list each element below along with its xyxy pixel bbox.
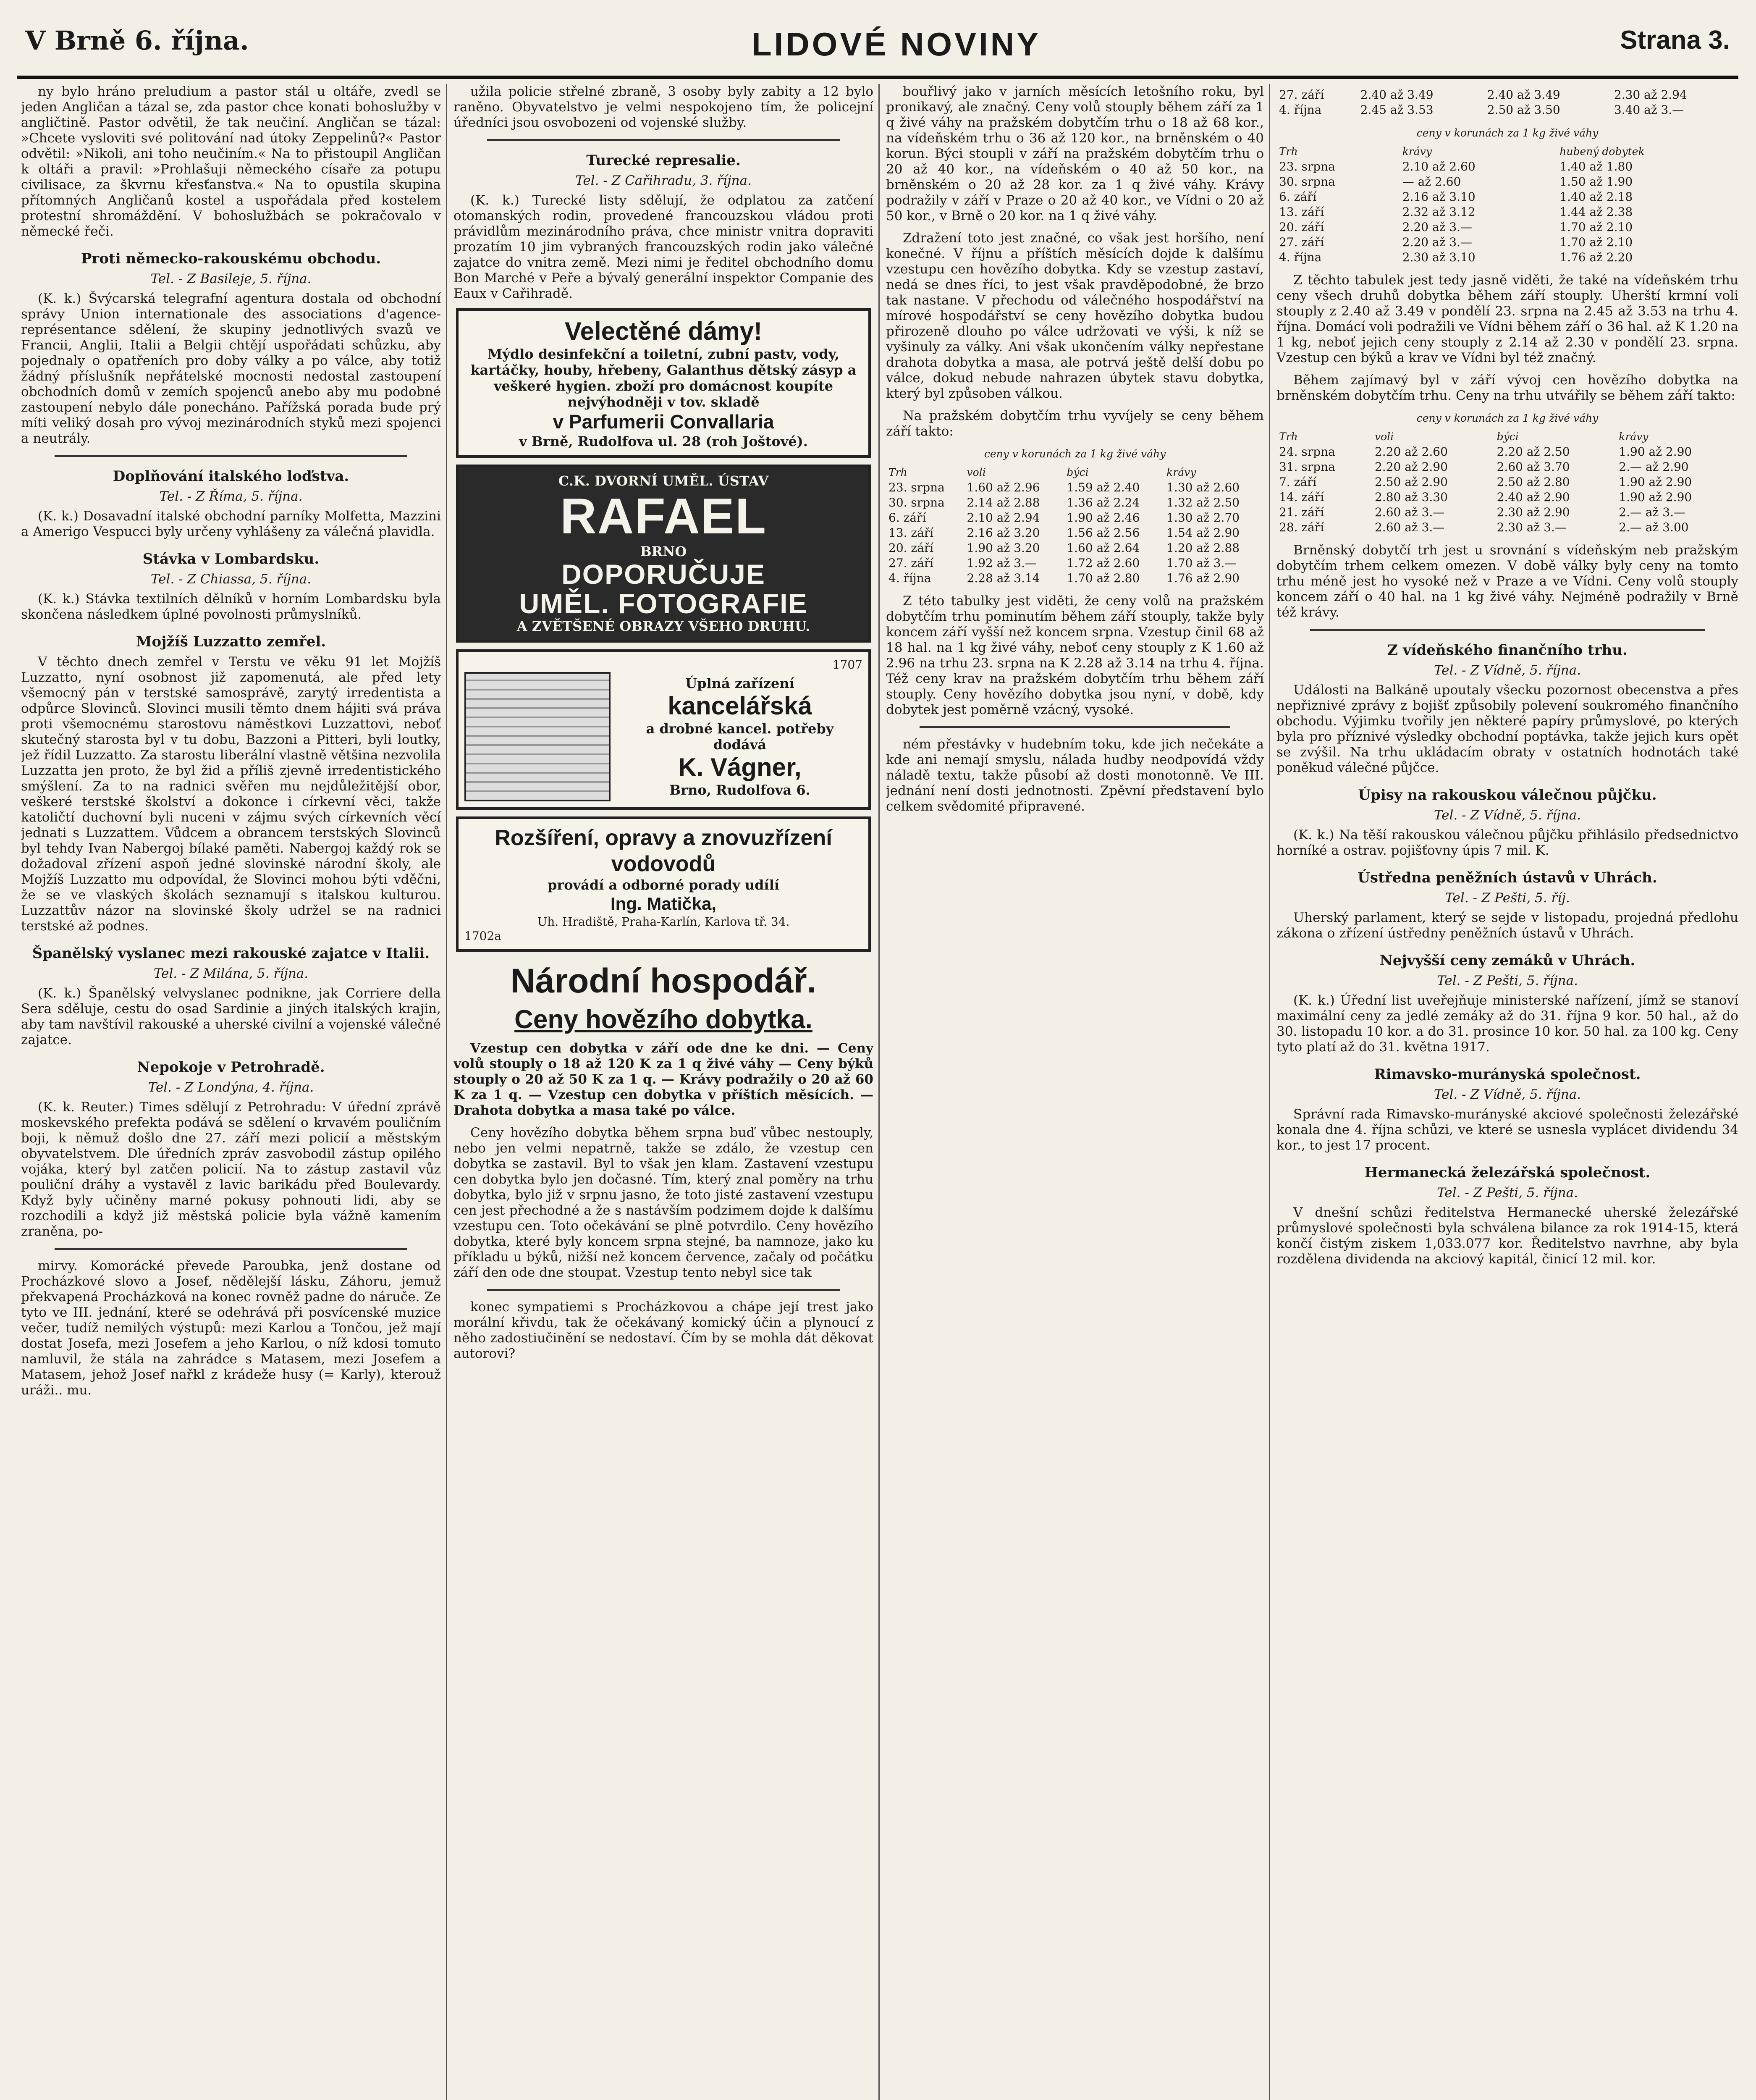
article-text: (K. k. Reuter.) Times sdělují z Petrohradu: V úřední zprávě moskevského prefekta podává se sdělení o krvavém pouličním boji, k němuž došlo dne 27. září mezi policií a městským obyvatelstvem. Dle úředních zpráv zasvobodil zástup opilého vojáka, který byl zatčen policií. Na to zástup zastavil vůz pouliční dráhy a vystavěl z lavic barikádu před Boulevardy. Když byly učiněny marné pokusy pohnouti lidi, aby se rozchodili a když již městská policie byla vážně kamením zraněna, po- <box>21 1100 441 1239</box>
table-cell: 1.70 až 2.10 <box>1559 220 1633 234</box>
article-text: (K. k.) Na těší rakouskou válečnou půjčku přihlásilo předsednictvo horníké a ostrav. pojišťovny úpis 7 mil. K. <box>1276 827 1738 858</box>
dateline: Tel. - Z Chiassa, 5. října. <box>150 572 312 587</box>
masthead <box>17 13 1738 79</box>
article-text: V těchto dnech zemřel v Terstu ve věku 91 let Mojžíš Luzzatto, nyní osobnost již zapomenutá, ale před lety všemocný pán v terstské samosprávě, zarytý irredentista a odpůrce Slovinců. Slovinci musili těmto dnem hájiti svá práva proti všemocnému starostovu náměstkovi Luzzattovi, neboť skutečný starosta byl v tu dobu, Bazzoni a Pitteri, byli loutky, jež řídil Luzzatto. Za starostu liberální vlastně většina nezvolila Luzzatta jen proto, že byl žid a příliš zjevně irredentistického smýšlení. Za to na radnici svěřen mu nejdůležitější obor, veškeré terstské školství a dokonce i církevní věci, takže katoličtí duchovní byli nuceni v zájmu svých církevních věcí jednati s Luzzattem. Vůdcem a obrancem terstských Slovinců byl tehdy Ivan Nabergoj bílaké paměti. Nabergoj každý rok se dožadoval zřízení aspoň jedné slovinské národní školy, ale Mojžíš Luzzatto mu odpovídal, že Slovinci mohou býti vděčni, že se ve vlaských školách seznamují s italskou kulturou. Luzzattův názor na slovinské školy udržel se na radnici terstské až podnes. <box>21 654 441 934</box>
table-cell: 1.30 až 2.70 <box>1166 511 1240 525</box>
table-header-cell: krávy <box>1166 466 1196 478</box>
feuilleton-text: mirvy. Komorácké převede Paroubka, jenž dostane od Procházkové slovo a Josef, nědělejší lásku, Záhoru, jemuž překvapená Procházková na konec rovněž padne do náruče. Ze tyto ve III. jednání, které se odehrává při posvícenské muzice večer, tudíž nemilých výstupů: mezi Karlou a Tončou, jež mají dostat Josefa, mezi Josefem a jeho Karlou, o níž kdosi tomuto namluvil, že stála na zahrádce s Matasem, mezi Josefem a Matasem, jehož Josef nařkl z krádeže husy (= Karly), kterouž uráži.. mu. <box>21 1258 441 1398</box>
table-row <box>1276 490 1738 505</box>
table-row <box>1276 102 1738 118</box>
column-rule <box>446 84 447 2100</box>
table-cell: 1.20 až 2.88 <box>1166 541 1240 555</box>
article-text: Zdražení toto jest značné, co však jest horšího, není konečné. V říjnu a příštích měsících dojde k dalšímu vzestupu cen hovězího dobytka. Kdy se vzestup zastaví, nedá se dnes říci, to jest však pravděpodobné, že brzo tak nastane. V přechodu od válečného hospodářství na mírové hospodářství se ceny hovězího dobytka budou přirozeně dlouho po válce udržovati ve výši, k níž se vyšinuly za války. Ani však ukončením války nepřestane drahota dobytka a masa, ale potrvá ještě delší dobu po válce, dokud nebude nahrazen úbytek stavu dobytka, který byl způsoben válkou. <box>886 231 1264 401</box>
table-cell: 28. září <box>1279 520 1324 534</box>
table-cell: 2.50 až 2.80 <box>1497 475 1570 489</box>
table-row <box>1276 235 1738 250</box>
table-row <box>886 525 1264 541</box>
table-header-cell: Trh <box>888 466 907 478</box>
feuilleton-divider <box>487 1289 840 1291</box>
table-cell: 30. srpna <box>888 496 945 509</box>
ad-number: 1707 <box>832 658 862 672</box>
column-1 <box>21 84 441 2100</box>
lead-text: Vzestup cen dobytka v září ode dne ke dni. — Ceny volů stouply o 18 až 120 K za 1 q živé váhy — Ceny býků stouply o 20 až 50 K za 1 q. — Krávy podražily o 20 až 60 K za 1 q. — Vzestup cen dobytka v příštích měsících. — Drahota dobytka a masa také po válce. <box>453 1041 873 1118</box>
table-cell: 2.60 až 3.— <box>1374 520 1445 534</box>
dateline: Tel. - Z Pešti, 5. říj. <box>1445 890 1570 906</box>
table-cell: 1.76 až 2.20 <box>1559 250 1633 264</box>
table-cell: 1.60 až 2.64 <box>1067 541 1140 555</box>
table-header-cell: krávy <box>1402 145 1432 158</box>
table-cell: 2.— až 3.00 <box>1619 520 1689 534</box>
table-cell: 1.32 až 2.50 <box>1166 496 1240 509</box>
dateline: Tel. - Z Říma, 5. října. <box>159 489 303 504</box>
article-title: Stávka v Lombardsku. <box>142 551 320 567</box>
column-rule <box>878 84 880 2100</box>
ad-vagner <box>456 649 871 810</box>
table-cell: 27. září <box>888 556 934 570</box>
table-cell: 2.50 až 3.50 <box>1487 103 1560 117</box>
dateline: Tel. - Z Pešti, 5. října. <box>1437 973 1578 988</box>
table-unit: ceny v korunách za 1 kg živé váhy <box>984 448 1166 460</box>
feuilleton-divider <box>920 726 1230 728</box>
table-cell: 2.16 až 3.20 <box>967 526 1040 540</box>
ad-convallaria <box>456 308 871 458</box>
table-cell: 2.40 až 3.49 <box>1487 88 1560 102</box>
table-cell: 6. září <box>1279 190 1317 204</box>
table-cell: 27. září <box>1279 235 1324 249</box>
table-cell: 2.20 až 2.50 <box>1497 445 1570 459</box>
table-cell: 4. října <box>888 571 931 585</box>
table-cell: 6. září <box>888 511 926 525</box>
article-title: Doplňování italského loďstva. <box>113 468 349 485</box>
table-row <box>886 556 1264 571</box>
table-cell: 1.40 až 1.80 <box>1559 160 1633 173</box>
table-cell: 1.60 až 2.96 <box>967 480 1040 494</box>
table-header-cell: voli <box>1374 430 1394 443</box>
article-text: ny bylo hráno preludium a pastor stál u oltáře, zvedl se jeden Angličan a tázal se, zda pastor chce konati bohoslužby v angličtině. Pastor odvětil, že tak neučiní. Angličan se tázal: »Chcete vysloviti své politování nad útoky Zeppelinů?« Pastor odvětil: »Nikoli, ani toho neučiním.« Na to přistoupil Angličan k oltáři a pravil: »Prohlašuji německého císaře za potupu civilisace, za škvrnu křesťanstva.« Na to opustila skupina přítomných Angličanů kostel a uspořádala před kostelem protestní shromáždění. V bohoslužbách se pokračovalo v německé řeči. <box>21 84 441 239</box>
table-row <box>1276 174 1738 189</box>
ad-name: RAFAEL <box>560 488 767 544</box>
prague-price-table <box>886 465 1264 586</box>
table-cell: 3.40 až 3.— <box>1614 103 1684 117</box>
table-row <box>1276 520 1738 535</box>
table-cell: 1.59 až 2.40 <box>1067 480 1140 494</box>
table-cell: 2.40 až 3.49 <box>1360 88 1434 102</box>
table-cell: 2.20 až 2.60 <box>1374 445 1448 459</box>
dateline: Tel. - Z Vídně, 5. října. <box>1434 1087 1581 1102</box>
article-title: Španělský vyslanec mezi rakouské zajatce v Italii. <box>32 945 430 962</box>
table-header-cell: hubený dobytek <box>1559 145 1645 158</box>
article-text: užila policie střelné zbraně, 3 osoby byly zabity a 12 bylo raněno. Obyvatelstvo je velmi nespokojeno tím, že policejní úředníci jsou osvobozeni od vojenské služby. <box>453 84 873 130</box>
table-title: Na pražském dobytčím trhu vyvíjely se ceny během září takto: <box>886 408 1264 439</box>
vienna-price-top <box>1276 87 1738 118</box>
ad-firm: Ing. Matička, <box>610 894 717 914</box>
ad-city: BRNO <box>640 543 687 559</box>
column-4 <box>1276 84 1738 2100</box>
table-row <box>1276 444 1738 459</box>
article-title: Hermanecká železářská společnost. <box>1364 1164 1651 1181</box>
column-2 <box>453 84 873 2100</box>
table-cell: 1.70 až 2.10 <box>1559 235 1633 249</box>
ad-line: UMĚL. FOTOGRAFIE <box>519 588 808 619</box>
table-cell: 1.44 až 2.38 <box>1559 205 1633 219</box>
table-cell: 14. září <box>1279 490 1324 504</box>
ad-title: Velectěné dámy! <box>564 317 763 345</box>
article-text: (K. k.) Španělský velvyslanec podnikne, jak Corriere della Sera sděluje, cestu do osad Sardinie a jiných italských krajin, aby tam navštívil rakouské a uherské civilní a vojenské válečné zajatce. <box>21 986 441 1047</box>
article-title: Nejvyšší ceny zemáků v Uhrách. <box>1379 952 1635 969</box>
table-cell: 1.92 až 3.— <box>967 556 1037 570</box>
table-header-cell: Trh <box>1279 430 1298 443</box>
ad-firm: v Parfumerii Convallaria <box>553 411 774 433</box>
table-header-cell: býci <box>1497 430 1519 443</box>
divider <box>1310 629 1705 631</box>
ad-address: Uh. Hradiště, Praha-Karlín, Karlova tř. 34. <box>537 915 790 929</box>
feuilleton-text: konec sympatiemi s Procházkovou a chápe její trest jako morální křivdu, tak že očekávaný komický účin a plynoucí z něho zadostiučinění se nedostaví. Čím by se mohla dát děkovat autorovi? <box>453 1299 873 1361</box>
table-cell: 1.76 až 2.90 <box>1166 571 1240 585</box>
article-text: (K. k.) Stávka textilních dělníků v horním Lombardsku byla skončena následkem úplné povolnosti průmyslníků. <box>21 591 441 622</box>
table-row <box>1276 159 1738 174</box>
table-cell: 1.56 až 2.56 <box>1067 526 1140 540</box>
feuilleton-text: ném přestávky v hudebním toku, kde jich nečekáte a kde ani nemají smyslu, nálada hudby neodpovídá vždy náladě textu, takže působí až dosti monotonně. Ve III. jednání není dosti jednotnosti. Zpěvní představení bylo celkem svědomité připravené. <box>886 737 1264 814</box>
ad-top: C.K. DVORNÍ UMĚL. ÚSTAV <box>558 473 769 489</box>
table-cell: 1.40 až 2.18 <box>1559 190 1633 204</box>
table-cell: 2.14 až 2.88 <box>967 496 1040 509</box>
table-cell: 1.72 až 2.60 <box>1067 556 1140 570</box>
table-header-cell: voli <box>967 466 986 478</box>
dateline: Tel. - Z Cařihradu, 3. října. <box>575 173 752 188</box>
table-header-cell: Trh <box>1279 145 1298 158</box>
article-text: (K. k.) Dosavadní italské obchodní parníky Molfetta, Mazzini a Amerigo Vespucci byly určeny vyhlášeny za válečná plavidla. <box>21 509 441 539</box>
table-cell: 1.90 až 2.46 <box>1067 511 1140 525</box>
article-title: Ústředna peněžních ústavů v Uhrách. <box>1358 869 1657 886</box>
table-cell: 2.20 až 3.— <box>1402 220 1473 234</box>
table-cell: 23. srpna <box>888 480 945 494</box>
feuilleton-divider <box>55 1248 407 1250</box>
table-cell: 2.16 až 3.10 <box>1402 190 1476 204</box>
dateline: Tel. - Z Pešti, 5. října. <box>1437 1185 1578 1200</box>
table-cell: 2.60 až 3.— <box>1374 505 1445 519</box>
table-cell: 2.10 až 2.94 <box>967 511 1040 525</box>
table-cell: 31. srpna <box>1279 460 1335 474</box>
section-title: Národní hospodář. <box>510 962 817 1000</box>
dateline: Tel. - Z Milána, 5. října. <box>153 966 309 981</box>
table-cell: — až 2.60 <box>1402 175 1461 189</box>
article-title: Mojžíš Luzzatto zemřel. <box>136 633 326 650</box>
table-cell: 2.30 až 2.94 <box>1614 88 1687 102</box>
ad-number: 1702a <box>464 929 501 943</box>
article-title: Úpisy na rakouskou válečnou půjčku. <box>1358 787 1657 803</box>
table-cell: 21. září <box>1279 505 1324 519</box>
ad-maticka <box>456 816 871 952</box>
article-text: bouřlivý jako v jarních měsících letošního roku, byl pronikavý, ale značný. Ceny volů stouply během září za 1 q živé váhy na pražském dobytčím trhu o 18 až 68 kor., na vídeňském trhu o 36 až 120 kor., na brněnském o 40 korun. Býci stoupli v září na pražském dobytčím trhu o 20 až 40 kor., na vídeňském o 40 až 50 kor., na brněnském o 20 až 28 kor. za 1 q živé váhy. Krávy podražily v září v Praze o 20 až 40 kor., ve Vídni o 20 až 50 kor., v Brně o 20 kor. na 1 q živé váhy. <box>886 84 1264 223</box>
table-row <box>1276 475 1738 490</box>
dateline: Tel. - Z Vídně, 5. října. <box>1434 808 1581 823</box>
table-cell: 2.10 až 2.60 <box>1402 160 1476 173</box>
article-text: (K. k.) Švýcarská telegrafní agentura dostala od obchodní správy Union internationale des associations d'agence-représentance sdělení, že skupiny jednotlivých svazů ve Francii, Anglii, Italii a Belgii chtějí uspořádati schůzku, aby pojednaly o opatřeních pro doby války a po válce, aby totiž žádný příslušník nepřátelské mocnosti nedostal zastoupení obchodních domů v zemích spojenců anebo aby mu podobné zastoupení nebylo dále ponecháno. Pařížská porada bude prý míti veliký dosah pro vývoj mezinárodních styků mezi spojenci a neutrály. <box>21 291 441 446</box>
table-row <box>1276 220 1738 235</box>
ad-text: Mýdlo desinfekční a toiletní, zubní pastv, vody, kartáčky, houby, hřebeny, Galanthus dětský zásyp a veškeré hygien. zboží pro domácnost koupíte nejvýhodněji v tov. skladě <box>470 346 857 410</box>
table-cell: 2.28 až 3.14 <box>967 571 1040 585</box>
ad-firm: K. Vágner, <box>678 753 802 781</box>
article-title: Z vídeňského finančního trhu. <box>1387 642 1628 659</box>
table-cell: 2.60 až 3.70 <box>1497 460 1570 474</box>
table-row <box>886 495 1264 510</box>
table-cell: 7. září <box>1279 475 1317 489</box>
section-subtitle: Ceny hovězího dobytka. <box>514 1005 812 1034</box>
table-cell: 2.— až 3.— <box>1619 505 1685 519</box>
table-row <box>1276 250 1738 265</box>
article-text: Z této tabulky jest viděti, že ceny volů na pražském dobytčím trhu pominutím během září stouply, takže byly koncem září vyšší než koncem srpna. Vzestup činil 68 až 18 hal. na 1 kg živé váhy, neboť ceny stouply z K 1.60 až 2.96 na trhu 23. srpna na K 2.28 až 3.14 na trhu 4. října. Též ceny krav na pražském dobytčím trhu během září stouply. Ceny hovězího dobytka jsou nyní, v době, kdy dobytek jest poměrně vzácný, vysoké. <box>886 593 1264 717</box>
table-cell: 1.90 až 2.90 <box>1619 475 1692 489</box>
table-cell: 1.30 až 2.60 <box>1166 480 1240 494</box>
table-cell: 20. září <box>888 541 934 555</box>
brno-price-table <box>1276 429 1738 535</box>
table-cell: 2.30 až 2.90 <box>1497 505 1570 519</box>
dateline: Tel. - Z Londýna, 4. října. <box>148 1080 314 1095</box>
ad-rafael <box>456 465 871 643</box>
ad-address: v Brně, Rudolfova ul. 28 (roh Joštové). <box>519 433 808 449</box>
ad-top: Úplná zařízení <box>685 675 794 691</box>
ad-line: A ZVĚTŠENÉ OBRAZY VŠEHO DRUHU. <box>516 618 810 634</box>
table-unit: ceny v korunách za 1 kg živé váhy <box>1416 412 1599 424</box>
table-header-cell: krávy <box>1619 430 1649 443</box>
table-cell: 27. září <box>1279 88 1324 102</box>
table-cell: 1.70 až 3.— <box>1166 556 1237 570</box>
table-row <box>886 510 1264 525</box>
table-cell: 23. srpna <box>1279 160 1335 173</box>
table-row <box>1276 505 1738 520</box>
table-cell: 13. září <box>888 526 934 540</box>
table-cell: 2.30 až 3.— <box>1497 520 1567 534</box>
table-cell: 4. října <box>1279 250 1322 264</box>
dateline: Tel. - Z Basileje, 5. října. <box>150 271 312 286</box>
place-date: V Brně 6. října. <box>25 25 249 56</box>
article-title: Nepokoje v Petrohradě. <box>137 1059 325 1076</box>
table-cell: 2.20 až 3.— <box>1402 235 1473 249</box>
ad-sub: a drobné kancel. potřeby dodává <box>646 721 834 753</box>
ad-text: provádí a odborné porady udílí <box>547 877 780 893</box>
table-cell: 2.32 až 3.12 <box>1402 205 1476 219</box>
table-cell: 30. srpna <box>1279 175 1335 189</box>
desk-icon <box>464 672 611 801</box>
table-cell: 1.70 až 2.80 <box>1067 571 1140 585</box>
article-text: Brněnský dobytčí trh jest u srovnání s vídeňským neb pražským dobytčím trhem celkem omezen. V době války byly ceny na tomto trhu méně jest ho vysoké než v Praze a ve Vídni. Ceny volů stouply koncem září o 40 hal. na 1 kg živé váhy. Nejméně podražily v Brně též krávy. <box>1276 543 1738 620</box>
table-cell: 1.90 až 2.90 <box>1619 490 1692 504</box>
table-cell: 1.50 až 1.90 <box>1559 175 1633 189</box>
table-row <box>1276 87 1738 102</box>
article-text: Události na Balkáně upoutaly všecku pozornost obecenstva a přes nepřiznivé zprávy z bojišť způsobily polevení soukromého finančního obchodu. Výjimku tvořily jen některé papíry průmyslové, po kterých byla pro příznivé výsledky obchodní poptávka, takže jejich kurs opět se zvýšil. Na trhu ukládacím obraty v ostatních hodnotách také poněkud válečné půjčce. <box>1276 682 1738 775</box>
table-cell: 4. října <box>1279 103 1322 117</box>
table-cell: 1.54 až 2.90 <box>1166 526 1240 540</box>
table-cell: 2.— až 2.90 <box>1619 460 1689 474</box>
table-cell: 24. srpna <box>1279 445 1335 459</box>
column-3 <box>886 84 1264 2100</box>
article-text: (K. k.) Úřední list uveřejňuje ministerské nařízení, jímž se stanoví maximální ceny za jedlé zemáky až do 31. října 9 kor. 50 hal., až do 30. listopadu 10 kor. a do 31. prosince 10 kor. 50 hal. za 100 kg. Ceny tyto platí až do 31. května 1917. <box>1276 993 1738 1055</box>
table-header-cell: býci <box>1067 466 1089 478</box>
table-cell: 2.20 až 2.90 <box>1374 460 1448 474</box>
table-cell: 1.90 až 2.90 <box>1619 445 1692 459</box>
table-cell: 2.50 až 2.90 <box>1374 475 1448 489</box>
table-row <box>1276 189 1738 205</box>
ad-big: kancelářská <box>668 692 812 720</box>
page-number: Strana 3. <box>1620 26 1730 55</box>
dateline: Tel. - Z Vídně, 5. října. <box>1434 663 1581 678</box>
article-text: Z těchto tabulek jest tedy jasně viděti, že také na vídeňském trhu ceny všech druhů dobytka během září stouply. Uherští krmní voli stouply z 2.40 až 3.49 v pondělí 23. srpna na 2.45 až 3.53 na trhu 4. října. Domácí voli podražili ve Vídni během září o 36 hal. až K 1.20 na 1 kg, neboť jejich ceny stouply z 2.14 až 2.30 v pondělí 23. srpna. Vzestup cen býků a krav ve Vídni byl též značný. <box>1276 273 1738 365</box>
vienna-price-table <box>1276 144 1738 265</box>
ad-line: DOPORUČUJE <box>561 559 765 590</box>
article-text: Správní rada Rimavsko-murányské akciové společnosti železářské konala dne 4. října schůzi, ve které se usnesla vyplácet dividendu 34 kor., to jest 17 procent. <box>1276 1107 1738 1153</box>
table-cell: 20. září <box>1279 220 1324 234</box>
table-cell: 2.30 až 3.10 <box>1402 250 1476 264</box>
article-text: (K. k.) Turecké listy sdělují, že odplatou za zatčení otomanských rodin, provedené francouzskou vládou proti právidlům mezinárodního práva, chce ministr vnitra dopraviti prozatím 10 jim vybraných francouzských rodin jako válečné zajatce do vnitra země. Mezi nimi je ředitel obchodního domu Bon Marché v Peře a bývalý generální inspektor Companie des Eaux v Cařihradě. <box>453 193 873 301</box>
table-cell: 2.80 až 3.30 <box>1374 490 1448 504</box>
table-cell: 13. září <box>1279 205 1324 219</box>
article-title: Turecké represalie. <box>586 152 741 169</box>
article-text: V dnešní schůzi ředitelstva Hermanecké uherské železářské průmyslové společnosti byla schválena bilance za rok 1914-15, která končí čistým ziskem 1,033.077 kor. Ředitelstvo navrhne, aby byla rozdělena dividenda na akciový kapitál, činicí 12 mil. kor. <box>1276 1205 1738 1267</box>
table-unit: ceny v korunách za 1 kg živé váhy <box>1416 127 1599 139</box>
table-cell: 1.90 až 3.20 <box>967 541 1040 555</box>
table-cell: 2.40 až 2.90 <box>1497 490 1570 504</box>
table-row <box>886 480 1264 495</box>
article-text: Uherský parlament, který se sejde v listopadu, projedná předlohu zákona o zřízení ústředny peněžních ústavů v Uhrách. <box>1276 910 1738 941</box>
divider <box>487 139 840 141</box>
article-title: Rimavsko-murányská společnost. <box>1374 1066 1641 1083</box>
table-row <box>886 571 1264 586</box>
table-title: Během zajímavý byl v září vývoj cen hovězího dobytka na brněnském dobytčím trhu. Ceny na trhu utvářily se během září takto: <box>1276 373 1738 403</box>
newspaper-title: LIDOVÉ NOVINY <box>752 26 1041 63</box>
ad-title: Rozšíření, opravy a znovuzřízení vodovodů <box>495 826 832 876</box>
column-rule <box>1269 84 1270 2100</box>
table-cell: 1.36 až 2.24 <box>1067 496 1140 509</box>
table-row <box>1276 459 1738 475</box>
table-cell: 2.45 až 3.53 <box>1360 103 1434 117</box>
article-text: Ceny hovězího dobytka během srpna buď vůbec nestouply, nebo jen velmi nepatrně, takže se zdálo, že vzestup cen dobytka se zastavil. Byl to však jen klam. Zastavení vzestupu cen dobytka bylo jen dočasné. Tím, který znal poměry na trhu dobytka, bylo již v srpnu jasno, že toto jisté zastavení vzestupu cen jest přechodné a že s nastávším podzimem dojde k dalšímu vzestupu cen. Toto očekávání se plně potvrdilo. Ceny hovězího dobytka, které byly koncem srpna stejné, ba namnoze, jako ku příkladu u býků, nižší než koncem července, začaly od počátku září den ode dne stoupat. Vzestup tento nebyl sice tak <box>453 1125 873 1280</box>
table-row <box>1276 205 1738 220</box>
ad-address: Brno, Rudolfova 6. <box>669 782 810 798</box>
divider <box>55 455 407 457</box>
article-title: Proti německo-rakouskému obchodu. <box>81 250 381 267</box>
table-row <box>886 541 1264 556</box>
